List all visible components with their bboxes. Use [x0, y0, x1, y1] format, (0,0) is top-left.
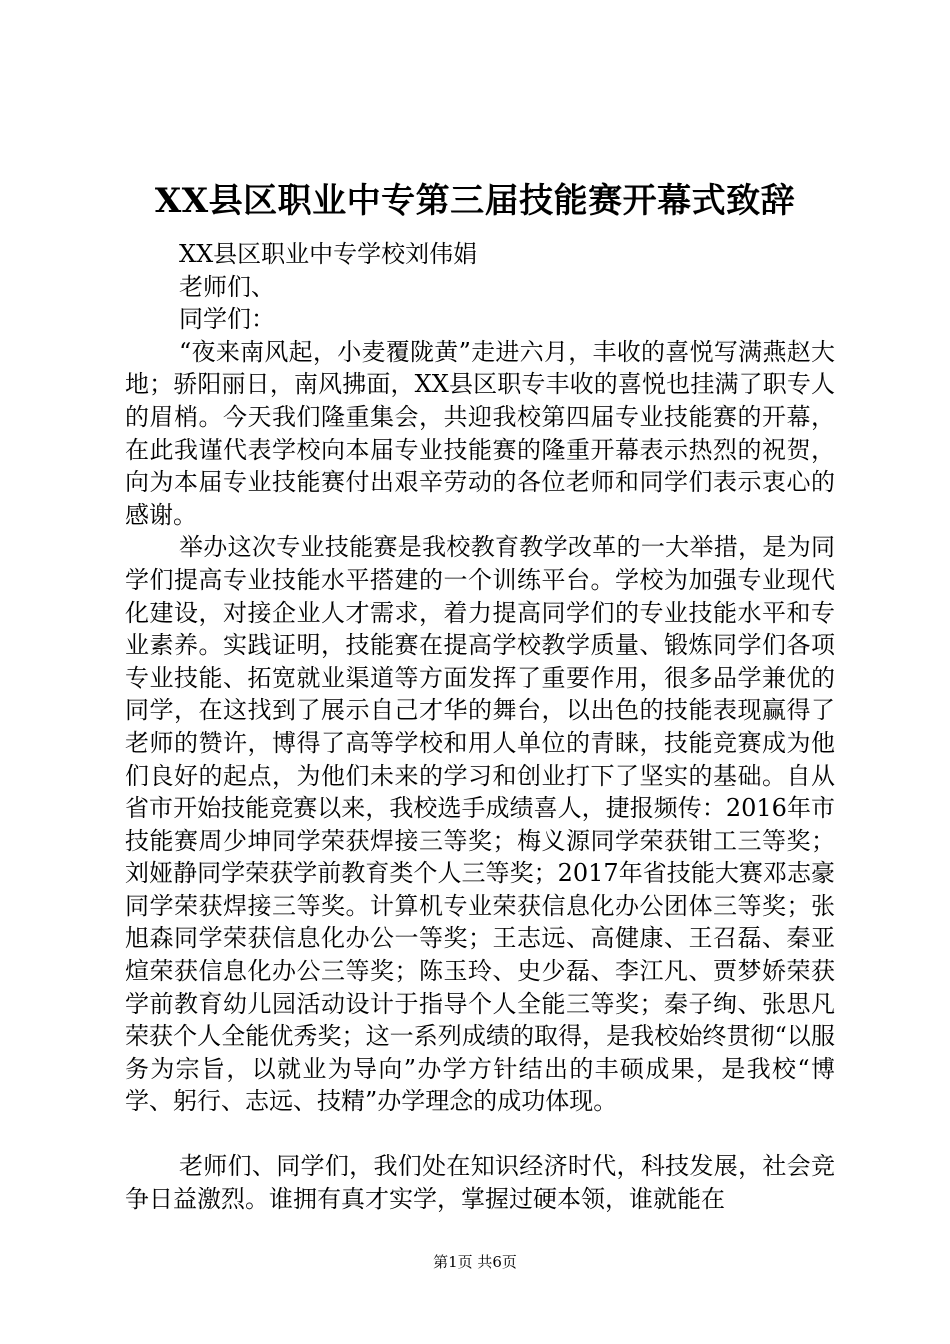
paragraph-achievements: 举办这次专业技能赛是我校教育教学改革的一大举措，是为同学们提高专业技能水平搭建的一个训练平台。学校为加强专业现代化建设，对接企业人才需求，着力提高同学们的专业技能水平和专业素养。实践证明，技能赛在提高学校教学质量、锻炼同学们各项专业技能、拓宽就业渠道等方面发挥了重要作用，很多品学兼优的同学，在这找到了展示自己才华的舞台，以出色的技能表现赢得了老师的赞许，博得了高等学校和用人单位的青睐，技能竞赛成为他们良好的起点，为他们未来的学习和创业打下了坚实的基础。自从省市开始技能竞赛以来，我校选手成绩喜人，捷报频传：2016年市技能赛周少坤同学荣获焊接三等奖；梅义源同学荣获钳工三等奖；刘娅静同学荣获学前教育类个人三等奖；2017年省技能大赛邓志豪同学荣获焊接三等奖。计算机专业荣获信息化办公团体三等奖；张旭森同学荣获信息化办公一等奖；王志远、高健康、王召磊、秦亚煊荣获信息化办公三等奖；陈玉玲、史少磊、李江凡、贾梦娇荣获学前教育幼儿园活动设计于指导个人全能三等奖；秦子绚、张思凡荣获个人全能优秀奖；这一系列成绩的取得，是我校始终贯彻“以服务为宗旨，以就业为导向”办学方针结出的丰硕成果，是我校“博学、躬行、志远、技精”办学理念的成功体现。 — [125, 533, 835, 1116]
salutation-students: 同学们： — [179, 305, 275, 334]
author-line: XX县区职业中专学校刘伟娟 — [179, 240, 478, 268]
document-body — [125, 238, 835, 1215]
paragraph-spacer — [125, 1118, 835, 1150]
document-title: XX县区职业中专第三届技能赛开幕式致辞 — [154, 181, 796, 221]
paragraph-closing: 老师们、同学们，我们处在知识经济时代，科技发展，社会竞争日益激烈。谁拥有真才实学，掌握过硬本领，谁就能在 — [125, 1152, 835, 1213]
salutation-teachers: 老师们、 — [179, 272, 275, 301]
page-indicator: 第1页 共6页 — [433, 1253, 517, 1271]
paragraph-opening: “夜来南风起，小麦覆陇黄”走进六月，丰收的喜悦写满燕赵大地；骄阳丽日，南风拂面，XX县区职专丰收的喜悦也挂满了职专人的眉梢。今天我们隆重集会，共迎我校第四届专业技能赛的开幕，在此我谨代表学校向本届专业技能赛的隆重开幕表示热烈的祝贺，向为本届专业技能赛付出艰辛劳动的各位老师和同学们表示衷心的感谢。 — [125, 337, 835, 529]
